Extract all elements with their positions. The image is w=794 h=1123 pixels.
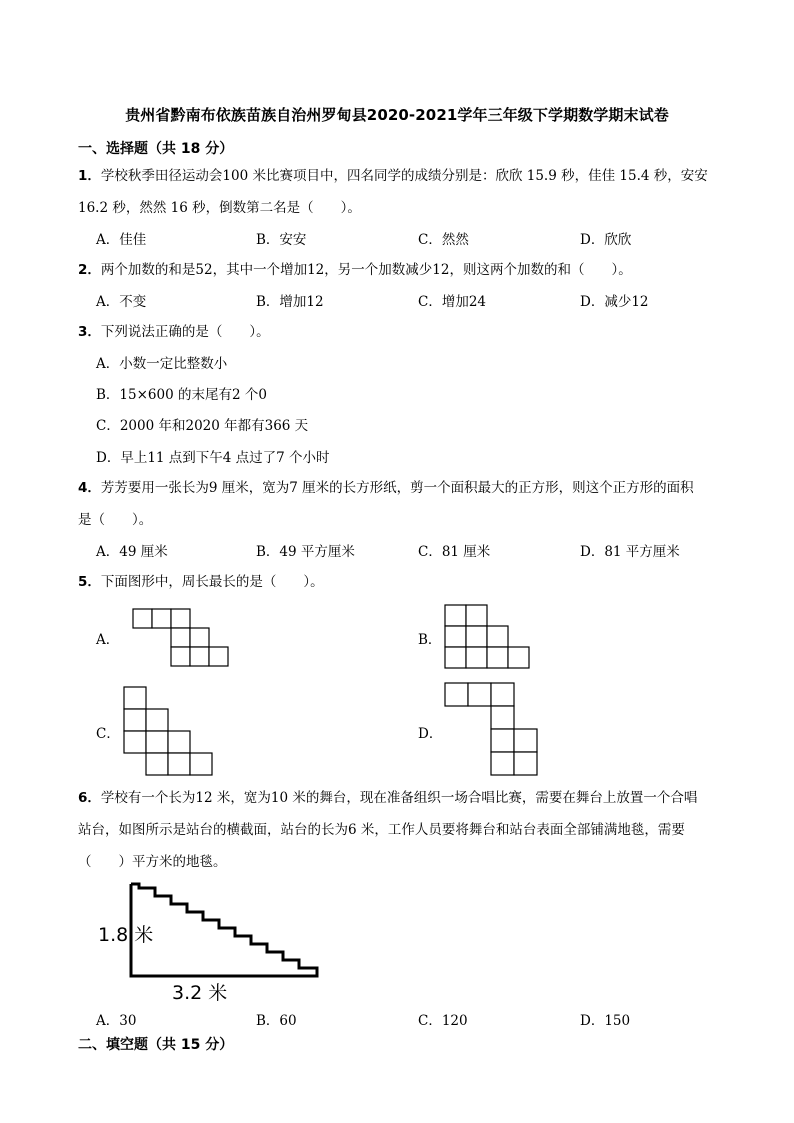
option-b[interactable]: B．15×600 的末尾有2 个0 xyxy=(96,387,267,403)
question-2-options xyxy=(96,290,746,314)
section-choice-heading: 一、选择题（共 18 分） xyxy=(78,141,234,157)
length-label: 3.2 米 xyxy=(172,982,228,1004)
option-a[interactable]: A．不变 xyxy=(96,294,147,310)
question-text: 下面图形中，周长最长的是（ ）。 xyxy=(100,574,324,590)
question-1-options xyxy=(96,228,746,252)
option-a[interactable]: A．30 xyxy=(96,1013,137,1029)
figure-b-grid xyxy=(444,604,534,670)
option-d[interactable]: D．欣欣 xyxy=(580,232,632,248)
question-text-cont: 站台，如图所示是站台的横截面，站台的长为6 米，工作人员要将舞台和站台表面全部铺满地毯，需要 xyxy=(78,822,685,838)
option-c[interactable]: C．增加24 xyxy=(418,294,487,310)
figure-d-label[interactable]: D． xyxy=(418,726,443,742)
question-text-cont: 是（ ）。 xyxy=(78,512,153,528)
figure-b-label[interactable]: B． xyxy=(418,632,442,648)
question-number: 1． xyxy=(78,168,101,184)
option-c[interactable]: C．然然 xyxy=(418,232,469,248)
question-text: 芳芳要用一张长为9 厘米，宽为7 厘米的长方形纸，剪一个面积最大的正方形，则这个正方形的面积 xyxy=(100,480,694,496)
option-d[interactable]: D．减少12 xyxy=(580,294,649,310)
option-b[interactable]: B．安安 xyxy=(256,232,307,248)
question-2 xyxy=(78,254,742,286)
figure-a-label[interactable]: A． xyxy=(96,632,120,648)
figure-c-label[interactable]: C． xyxy=(96,726,120,742)
question-text-cont: （ ）平方米的地毯。 xyxy=(78,854,227,870)
figure-a-grid xyxy=(132,608,232,668)
question-text: 学校有一个长为12 米，宽为10 米的舞台，现在准备组织一场合唱比赛，需要在舞台上放置一个合唱 xyxy=(100,790,698,806)
question-number: 6． xyxy=(78,790,101,806)
question-4-options xyxy=(96,540,746,564)
question-6-options xyxy=(96,1009,746,1033)
option-a[interactable]: A．佳佳 xyxy=(96,232,147,248)
exam-title: 贵州省黔南布依族苗族自治州罗甸县2020-2021学年三年级下学期数学期末试卷 xyxy=(125,106,669,124)
question-text: 学校秋季田径运动会100 米比赛项目中，四名同学的成绩分别是：欣欣 15.9 秒，佳佳 15.4 秒，安安 xyxy=(100,168,708,184)
stage-cross-section-diagram xyxy=(125,880,325,980)
figure-d-grid xyxy=(444,682,540,778)
option-a[interactable]: A．49 厘米 xyxy=(96,544,168,560)
question-6 xyxy=(78,782,742,878)
question-1 xyxy=(78,160,742,224)
question-text: 两个加数的和是52，其中一个增加12，另一个加数减少12，则这两个加数的和（ ）。 xyxy=(100,262,632,278)
figure-c-grid xyxy=(123,686,215,778)
question-number: 2． xyxy=(78,262,101,278)
question-4 xyxy=(78,472,742,536)
option-c[interactable]: C．2000 年和2020 年都有366 天 xyxy=(96,418,309,434)
question-number: 4． xyxy=(78,480,101,496)
option-b[interactable]: B．49 平方厘米 xyxy=(256,544,355,560)
option-c[interactable]: C．81 厘米 xyxy=(418,544,491,560)
height-label: 1.8 米 xyxy=(98,924,154,946)
stair-outline xyxy=(131,884,317,976)
option-d[interactable]: D．150 xyxy=(580,1013,631,1029)
question-text: 下列说法正确的是（ ）。 xyxy=(100,324,270,340)
question-text-cont: 16.2 秒，然然 16 秒，倒数第二名是（ ）。 xyxy=(78,200,361,216)
option-b[interactable]: B．60 xyxy=(256,1013,297,1029)
option-c[interactable]: C．120 xyxy=(418,1013,468,1029)
question-5 xyxy=(78,566,742,598)
section-fill-heading: 二、填空题（共 15 分） xyxy=(78,1037,234,1053)
option-d[interactable]: D．81 平方厘米 xyxy=(580,544,680,560)
option-d[interactable]: D．早上11 点到下午4 点过了7 个小时 xyxy=(96,450,330,466)
question-number: 3． xyxy=(78,324,101,340)
option-b[interactable]: B．增加12 xyxy=(256,294,324,310)
option-a[interactable]: A．小数一定比整数小 xyxy=(96,356,228,372)
question-number: 5． xyxy=(78,574,101,590)
question-3 xyxy=(78,316,742,348)
